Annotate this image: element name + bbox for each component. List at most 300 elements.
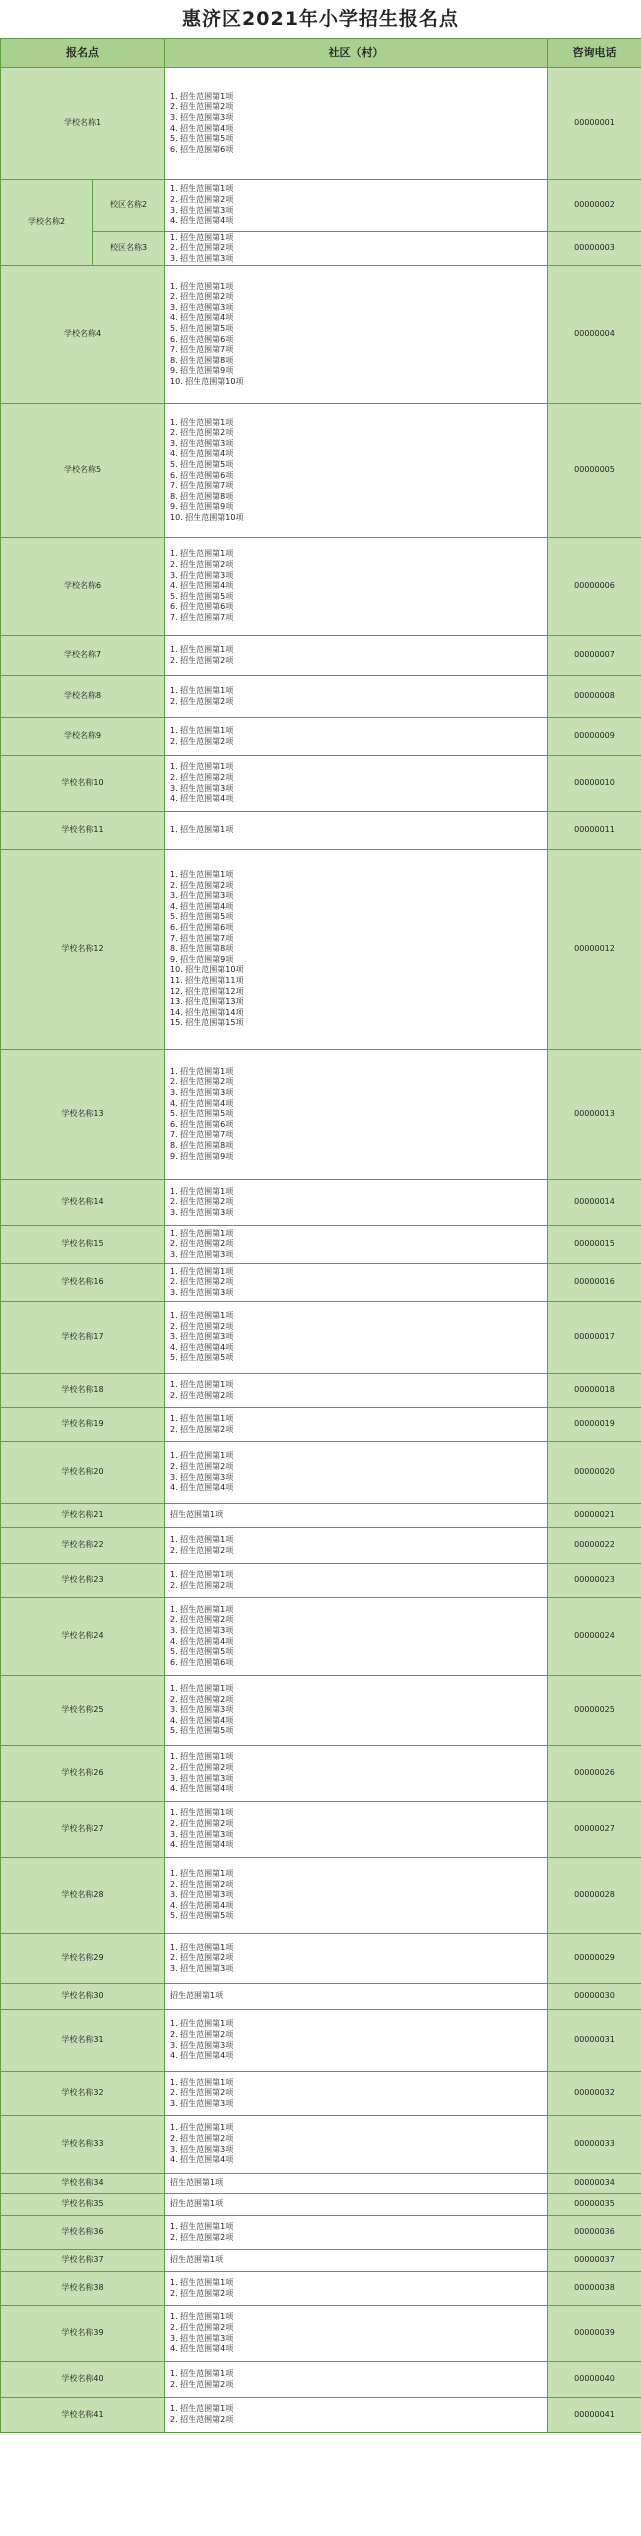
area-line: 3. 招生范围第3项	[170, 1705, 234, 1715]
area-cell	[165, 1374, 548, 1408]
area-line: 3. 招生范围第3项	[170, 2098, 234, 2108]
table-row	[1, 636, 641, 676]
table-row	[1, 1504, 641, 1528]
area-line: 4. 招生范围第4项	[170, 1636, 234, 1646]
area-line: 2. 招生范围第2项	[170, 1321, 234, 1331]
phone-number: 00000022	[548, 1528, 641, 1564]
area-line: 2. 招生范围第2项	[170, 2322, 234, 2332]
table-row	[1, 2306, 641, 2362]
area-line: 13. 招生范围第13项	[170, 997, 244, 1007]
area-line: 3. 招生范围第3项	[170, 783, 234, 793]
area-line: 1. 招生范围第1项	[170, 1604, 234, 1614]
area-cell	[165, 1504, 548, 1528]
school-name: 学校名称17	[1, 1302, 165, 1374]
school-name: 学校名称19	[1, 1408, 165, 1442]
table-row	[1, 850, 641, 1050]
school-name: 学校名称13	[1, 1050, 165, 1180]
area-cell	[165, 2216, 548, 2250]
area-line: 4. 招生范围第4项	[170, 123, 234, 133]
area-cell	[165, 812, 548, 850]
phone-number: 00000002	[548, 180, 641, 232]
area-line: 4. 招生范围第4项	[170, 216, 234, 226]
area-line: 1. 招生范围第1项	[170, 1186, 234, 1196]
area-line: 1. 招生范围第1项	[170, 762, 234, 772]
area-line: 1. 招生范围第1项	[170, 91, 234, 101]
area-line: 3. 招生范围第3项	[170, 1332, 234, 1342]
school-name: 学校名称25	[1, 1676, 165, 1746]
area-line: 2. 招生范围第2项	[170, 772, 234, 782]
school-name: 学校名称11	[1, 812, 165, 850]
phone-number: 00000008	[548, 676, 641, 718]
area-line: 2. 招生范围第2项	[170, 1879, 234, 1889]
area-line: 2. 招生范围第2项	[170, 1077, 234, 1087]
area-line: 5. 招生范围第5项	[170, 1353, 234, 1363]
phone-number: 00000018	[548, 1374, 641, 1408]
school-name: 学校名称27	[1, 1802, 165, 1858]
area-line: 2. 招生范围第2项	[170, 655, 234, 665]
area-line: 1. 招生范围第1项	[170, 184, 234, 194]
area-cell	[165, 2362, 548, 2398]
area-line: 1. 招生范围第1项	[170, 1534, 234, 1544]
area-cell	[165, 1802, 548, 1858]
area-cell	[165, 404, 548, 538]
phone-number: 00000009	[548, 718, 641, 756]
school-name: 学校名称32	[1, 2072, 165, 2116]
area-line: 6. 招生范围第6项	[170, 602, 234, 612]
area-line: 3. 招生范围第3项	[170, 205, 234, 215]
area-cell	[165, 2010, 548, 2072]
area-line: 1. 招生范围第1项	[170, 725, 234, 735]
area-line: 8. 招生范围第8项	[170, 491, 234, 501]
area-line: 12. 招生范围第12项	[170, 986, 244, 996]
area-line: 4. 招生范围第4项	[170, 581, 234, 591]
area-line: 5. 招生范围第5项	[170, 591, 234, 601]
table-row	[1, 1858, 641, 1934]
area-line: 2. 招生范围第2项	[170, 1580, 234, 1590]
table-row	[1, 538, 641, 636]
phone-number: 00000003	[548, 232, 641, 266]
table-row	[1, 266, 641, 404]
phone-number: 00000017	[548, 1302, 641, 1374]
area-line: 2. 招生范围第2项	[170, 560, 234, 570]
table-header-row	[1, 39, 641, 68]
area-line: 3. 招生范围第3项	[170, 2144, 234, 2154]
area-line: 4. 招生范围第4项	[170, 1840, 234, 1850]
area-cell	[165, 2174, 548, 2194]
phone-number: 00000034	[548, 2174, 641, 2194]
school-name: 学校名称41	[1, 2398, 165, 2433]
table-row	[1, 1302, 641, 1374]
area-line: 2. 招生范围第2项	[170, 2288, 234, 2298]
area-line: 1. 招生范围第1项	[170, 685, 234, 695]
phone-number: 00000010	[548, 756, 641, 812]
area-line: 4. 招生范围第4项	[170, 2344, 234, 2354]
school-name: 学校名称6	[1, 538, 165, 636]
area-line: 1. 招生范围第1项	[170, 281, 234, 291]
area-line: 4. 招生范围第4项	[170, 901, 234, 911]
header-school: 报名点	[1, 39, 165, 68]
area-line: 3. 招生范围第3项	[170, 891, 234, 901]
table-row	[1, 1180, 641, 1226]
area-line: 2. 招生范围第2项	[170, 1239, 234, 1249]
area-line: 1. 招生范围第1项	[170, 644, 234, 654]
phone-number: 00000001	[548, 68, 641, 180]
phone-number: 00000041	[548, 2398, 641, 2433]
school-name: 学校名称24	[1, 1598, 165, 1676]
area-line: 招生范围第1项	[170, 1991, 224, 2001]
page-title: 惠济区2021年小学招生报名点	[182, 8, 459, 30]
area-line: 2. 招生范围第2项	[170, 736, 234, 746]
phone-number: 00000038	[548, 2272, 641, 2306]
area-cell	[165, 718, 548, 756]
area-line: 5. 招生范围第5项	[170, 134, 234, 144]
school-name: 学校名称16	[1, 1264, 165, 1302]
area-line: 4. 招生范围第4项	[170, 1784, 234, 1794]
table-row	[1, 1528, 641, 1564]
area-line: 3. 招生范围第3项	[170, 2333, 234, 2343]
area-line: 3. 招生范围第3项	[170, 253, 234, 263]
school-name: 学校名称23	[1, 1564, 165, 1598]
table-row	[1, 1226, 641, 1264]
area-cell	[165, 2398, 548, 2433]
phone-number: 00000021	[548, 1504, 641, 1528]
area-line: 2. 招生范围第2项	[170, 1615, 234, 1625]
table-row	[1, 2398, 641, 2433]
header-area: 社区（村）	[165, 39, 548, 68]
area-line: 1. 招生范围第1项	[170, 1379, 234, 1389]
area-line: 3. 招生范围第3项	[170, 570, 234, 580]
table-row	[1, 2174, 641, 2194]
area-cell	[165, 2116, 548, 2174]
area-line: 2. 招生范围第2项	[170, 696, 234, 706]
area-line: 10. 招生范围第10项	[170, 512, 244, 522]
area-line: 3. 招生范围第3项	[170, 1625, 234, 1635]
area-line: 1. 招生范围第1项	[170, 417, 234, 427]
table-row	[1, 2116, 641, 2174]
school-name: 学校名称4	[1, 266, 165, 404]
school-name: 学校名称22	[1, 1528, 165, 1564]
area-line: 10. 招生范围第10项	[170, 376, 244, 386]
area-line: 2. 招生范围第2项	[170, 2029, 234, 2039]
school-name: 学校名称20	[1, 1442, 165, 1504]
area-line: 5. 招生范围第5项	[170, 1911, 234, 1921]
area-line: 1. 招生范围第1项	[170, 870, 234, 880]
area-line: 6. 招生范围第6项	[170, 334, 234, 344]
area-cell	[165, 636, 548, 676]
area-line: 3. 招生范围第3项	[170, 438, 234, 448]
phone-number: 00000007	[548, 636, 641, 676]
area-line: 2. 招生范围第2项	[170, 2232, 234, 2242]
area-cell	[165, 2272, 548, 2306]
area-line: 8. 招生范围第8项	[170, 944, 234, 954]
school-name: 学校名称40	[1, 2362, 165, 2398]
phone-number: 00000039	[548, 2306, 641, 2362]
area-line: 7. 招生范围第7项	[170, 1130, 234, 1140]
area-line: 1. 招生范围第1项	[170, 2368, 234, 2378]
area-line: 1. 招生范围第1项	[170, 1413, 234, 1423]
area-line: 1. 招生范围第1项	[170, 1266, 234, 1276]
area-cell	[165, 1226, 548, 1264]
area-line: 2. 招生范围第2项	[170, 428, 234, 438]
school-name: 学校名称7	[1, 636, 165, 676]
area-cell	[165, 1564, 548, 1598]
area-line: 3. 招生范围第3项	[170, 1088, 234, 1098]
phone-number: 00000029	[548, 1934, 641, 1984]
phone-number: 00000036	[548, 2216, 641, 2250]
area-cell	[165, 1442, 548, 1504]
area-cell	[165, 2250, 548, 2272]
area-line: 2. 招生范围第2项	[170, 2415, 234, 2424]
phone-number: 00000006	[548, 538, 641, 636]
area-line: 1. 招生范围第1项	[170, 232, 234, 242]
phone-number: 00000035	[548, 2194, 641, 2216]
table-row	[1, 2362, 641, 2398]
area-line: 招生范围第1项	[170, 2199, 224, 2209]
area-cell	[165, 1408, 548, 1442]
area-cell	[165, 1934, 548, 1984]
table-body	[1, 68, 641, 2433]
area-line: 2. 招生范围第2项	[170, 1953, 234, 1963]
area-line: 9. 招生范围第9项	[170, 366, 234, 376]
area-line: 2. 招生范围第2项	[170, 1197, 234, 1207]
area-line: 1. 招生范围第1项	[170, 2404, 234, 2414]
area-cell	[165, 1302, 548, 1374]
campus-name: 校区名称3	[93, 232, 165, 266]
phone-number: 00000028	[548, 1858, 641, 1934]
table-row	[1, 68, 641, 180]
area-line: 2. 招生范围第2项	[170, 2379, 234, 2389]
phone-number: 00000023	[548, 1564, 641, 1598]
phone-number: 00000013	[548, 1050, 641, 1180]
area-line: 3. 招生范围第3项	[170, 1287, 234, 1297]
school-name: 学校名称10	[1, 756, 165, 812]
area-line: 5. 招生范围第5项	[170, 1109, 234, 1119]
area-line: 1. 招生范围第1项	[170, 2123, 234, 2133]
area-line: 2. 招生范围第2项	[170, 1461, 234, 1471]
school-name: 学校名称1	[1, 68, 165, 180]
area-line: 2. 招生范围第2项	[170, 1545, 234, 1555]
area-line: 招生范围第1项	[170, 1510, 224, 1520]
header-phone: 咨询电话	[548, 39, 641, 68]
phone-number: 00000032	[548, 2072, 641, 2116]
area-line: 4. 招生范围第4项	[170, 794, 234, 804]
phone-number: 00000019	[548, 1408, 641, 1442]
area-line: 招生范围第1项	[170, 2255, 224, 2265]
table-row	[1, 1442, 641, 1504]
table-row	[1, 232, 641, 266]
area-line: 5. 招生范围第5项	[170, 912, 234, 922]
area-cell	[165, 1598, 548, 1676]
phone-number: 00000037	[548, 2250, 641, 2272]
area-cell	[165, 2194, 548, 2216]
area-line: 5. 招生范围第5项	[170, 1726, 234, 1736]
area-line: 4. 招生范围第4项	[170, 1900, 234, 1910]
area-line: 8. 招生范围第8项	[170, 1140, 234, 1150]
area-line: 6. 招生范围第6项	[170, 923, 234, 933]
area-line: 4. 招生范围第4项	[170, 313, 234, 323]
area-line: 1. 招生范围第1项	[170, 1569, 234, 1579]
area-cell	[165, 850, 548, 1050]
area-line: 4. 招生范围第4项	[170, 2051, 234, 2061]
school-name: 学校名称5	[1, 404, 165, 538]
area-line: 2. 招生范围第2项	[170, 1390, 234, 1400]
area-line: 5. 招生范围第5项	[170, 1647, 234, 1657]
area-cell	[165, 2306, 548, 2362]
phone-number: 00000026	[548, 1746, 641, 1802]
area-line: 1. 招生范围第1项	[170, 549, 234, 559]
area-line: 1. 招生范围第1项	[170, 1942, 234, 1952]
school-name: 学校名称33	[1, 2116, 165, 2174]
area-line: 4. 招生范围第4项	[170, 2155, 234, 2165]
school-name: 学校名称9	[1, 718, 165, 756]
table-row	[1, 2194, 641, 2216]
area-line: 4. 招生范围第4项	[170, 1483, 234, 1493]
table-row	[1, 1408, 641, 1442]
school-name: 学校名称36	[1, 2216, 165, 2250]
area-cell	[165, 2072, 548, 2116]
area-line: 2. 招生范围第2项	[170, 2133, 234, 2143]
phone-number: 00000020	[548, 1442, 641, 1504]
phone-number: 00000012	[548, 850, 641, 1050]
area-line: 6. 招生范围第6项	[170, 144, 234, 154]
area-line: 2. 招生范围第2项	[170, 1277, 234, 1287]
area-line: 2. 招生范围第2项	[170, 102, 234, 112]
school-name: 学校名称14	[1, 1180, 165, 1226]
area-line: 7. 招生范围第7项	[170, 933, 234, 943]
area-line: 6. 招生范围第6项	[170, 470, 234, 480]
school-name: 学校名称37	[1, 2250, 165, 2272]
area-line: 4. 招生范围第4项	[170, 1715, 234, 1725]
area-cell	[165, 756, 548, 812]
area-line: 9. 招生范围第9项	[170, 502, 234, 512]
area-cell	[165, 1858, 548, 1934]
area-line: 5. 招生范围第5项	[170, 459, 234, 469]
area-line: 3. 招生范围第3项	[170, 1249, 234, 1259]
school-name: 学校名称28	[1, 1858, 165, 1934]
school-name: 学校名称34	[1, 2174, 165, 2194]
campus-name: 校区名称2	[93, 180, 165, 232]
area-line: 1. 招生范围第1项	[170, 1752, 234, 1762]
school-name: 学校名称2	[1, 180, 93, 266]
area-cell	[165, 1264, 548, 1302]
school-name: 学校名称38	[1, 2272, 165, 2306]
area-cell	[165, 266, 548, 404]
area-line: 7. 招生范围第7项	[170, 481, 234, 491]
table-row	[1, 812, 641, 850]
area-line: 2. 招生范围第2项	[170, 880, 234, 890]
area-line: 6. 招生范围第6项	[170, 1119, 234, 1129]
area-cell	[165, 1180, 548, 1226]
phone-number: 00000031	[548, 2010, 641, 2072]
area-line: 1. 招生范围第1项	[170, 1228, 234, 1238]
table-row	[1, 1598, 641, 1676]
area-line: 6. 招生范围第6项	[170, 1657, 234, 1667]
area-line: 1. 招生范围第1项	[170, 1451, 234, 1461]
area-cell	[165, 1984, 548, 2010]
area-cell	[165, 232, 548, 266]
area-line: 3. 招生范围第3项	[170, 1829, 234, 1839]
phone-number: 00000040	[548, 2362, 641, 2398]
area-line: 2. 招生范围第2项	[170, 1694, 234, 1704]
school-name: 学校名称30	[1, 1984, 165, 2010]
area-line: 10. 招生范围第10项	[170, 965, 244, 975]
area-cell	[165, 68, 548, 180]
area-line: 1. 招生范围第1项	[170, 1684, 234, 1694]
school-name: 学校名称12	[1, 850, 165, 1050]
area-cell	[165, 676, 548, 718]
table-row	[1, 2272, 641, 2306]
area-line: 8. 招生范围第8项	[170, 355, 234, 365]
area-line: 15. 招生范围第15项	[170, 1018, 244, 1028]
school-name: 学校名称39	[1, 2306, 165, 2362]
area-line: 3. 招生范围第3项	[170, 1890, 234, 1900]
enrollment-table	[0, 38, 641, 2433]
table-row	[1, 1934, 641, 1984]
area-line: 3. 招生范围第3项	[170, 1207, 234, 1217]
area-line: 3. 招生范围第3项	[170, 1773, 234, 1783]
area-line: 9. 招生范围第9项	[170, 954, 234, 964]
phone-number: 00000033	[548, 2116, 641, 2174]
area-line: 4. 招生范围第4项	[170, 1342, 234, 1352]
area-line: 1. 招生范围第1项	[170, 1311, 234, 1321]
phone-number: 00000024	[548, 1598, 641, 1676]
area-line: 1. 招生范围第1项	[170, 2077, 234, 2087]
table-row	[1, 1676, 641, 1746]
area-cell	[165, 1746, 548, 1802]
area-line: 1. 招生范围第1项	[170, 2019, 234, 2029]
phone-number: 00000025	[548, 1676, 641, 1746]
area-line: 2. 招生范围第2项	[170, 1762, 234, 1772]
table-row	[1, 756, 641, 812]
table-row	[1, 2072, 641, 2116]
area-line: 3. 招生范围第3项	[170, 302, 234, 312]
area-line: 14. 招生范围第14项	[170, 1007, 244, 1017]
table-row	[1, 180, 641, 232]
area-cell	[165, 538, 548, 636]
table-row	[1, 2216, 641, 2250]
school-name: 学校名称35	[1, 2194, 165, 2216]
area-line: 3. 招生范围第3项	[170, 2040, 234, 2050]
table-row	[1, 1374, 641, 1408]
school-name: 学校名称31	[1, 2010, 165, 2072]
phone-number: 00000004	[548, 266, 641, 404]
area-line: 3. 招生范围第3项	[170, 1472, 234, 1482]
school-name: 学校名称29	[1, 1934, 165, 1984]
area-cell	[165, 1050, 548, 1180]
area-cell	[165, 1676, 548, 1746]
area-line: 4. 招生范围第4项	[170, 449, 234, 459]
phone-number: 00000014	[548, 1180, 641, 1226]
area-line: 招生范围第1项	[170, 2178, 224, 2188]
phone-number: 00000005	[548, 404, 641, 538]
school-name: 学校名称26	[1, 1746, 165, 1802]
table-row	[1, 718, 641, 756]
phone-number: 00000016	[548, 1264, 641, 1302]
school-name: 学校名称15	[1, 1226, 165, 1264]
area-line: 1. 招生范围第1项	[170, 1066, 234, 1076]
area-cell	[165, 1528, 548, 1564]
table-row	[1, 404, 641, 538]
area-cell	[165, 180, 548, 232]
area-line: 2. 招生范围第2项	[170, 1818, 234, 1828]
school-name: 学校名称21	[1, 1504, 165, 1528]
area-line: 7. 招生范围第7项	[170, 345, 234, 355]
area-line: 1. 招生范围第1项	[170, 1808, 234, 1818]
area-line: 9. 招生范围第9项	[170, 1151, 234, 1161]
table-row	[1, 1746, 641, 1802]
phone-number: 00000027	[548, 1802, 641, 1858]
table-row	[1, 1802, 641, 1858]
